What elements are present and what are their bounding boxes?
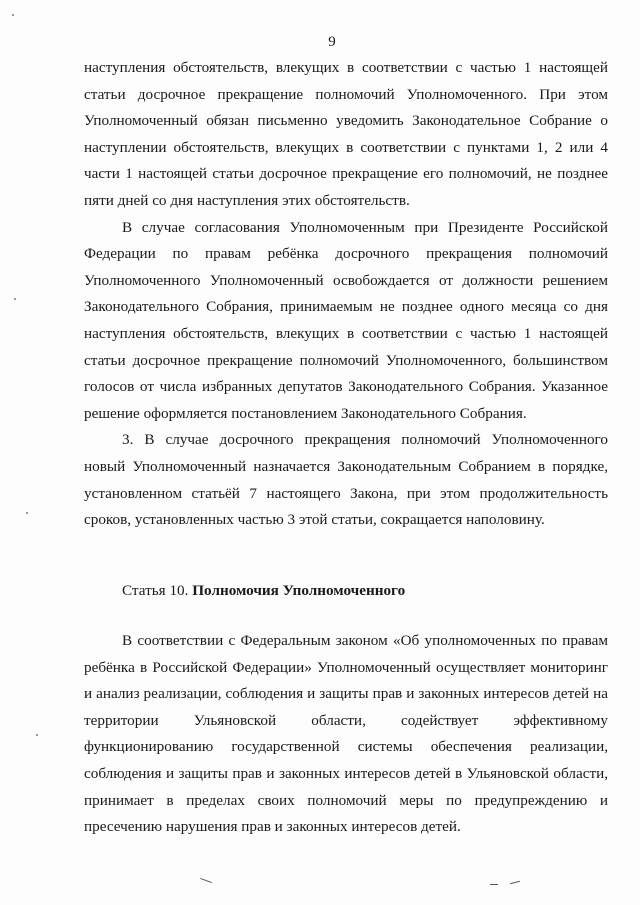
- article-number: Статья 10.: [122, 582, 193, 599]
- body-text-bottom: [84, 628, 608, 841]
- page-number: 9: [328, 34, 336, 50]
- paragraph: 3. В случае досрочного прекращения полномочий Уполномоченного новый Уполномоченный назначается Законодательным Собранием в порядке, установленном статьёй 7 настоящего Закона, при этом продолжительность сроков, установленных частью 3 этой статьи, сокращается наполовину.: [84, 431, 608, 529]
- paragraph: В соответствии с Федеральным законом «Об уполномоченных по правам ребёнка в Российской Федерации» Уполномоченный осуществляет мониторинг и анализ реализации, соблюдения и защиты прав и законных интересов детей на территории Ульяновской области, содействует эффективному функционированию государственной системы обеспечения реализации, соблюдения и защиты прав и законных интересов детей в Ульяновской области, принимает в пределах своих полномочий меры по предупреждению и пресечению нарушения прав и законных интересов детей.: [84, 632, 608, 836]
- paragraph: В случае согласования Уполномоченным при Президенте Российской Федерации по правам ребёнка досрочного прекращения полномочий Уполномоченного Уполномоченный освобождается от должности решением Законодательного Собрания, принимаемым не позднее одного месяца со дня наступления обстоятельств, влекущих в соответствии с частью 1 настоящей статьи досрочное прекращение полномочий Уполномоченного, большинством голосов от числа избранных депутатов Законодательного Собрания. Указанное решение оформляется постановлением Законодательного Собрания.: [84, 218, 608, 422]
- scan-speck: [26, 512, 28, 514]
- scan-speck: [200, 878, 212, 883]
- scan-speck: [510, 881, 520, 885]
- paragraph: наступления обстоятельств, влекущих в соответствии с частью 1 настоящей статьи досрочное прекращение полномочий Уполномоченного. При этом Уполномоченный обязан письменно уведомить Законодательное Собрание о наступлении обстоятельств, влекущих в соответствии с пунктами 1, 2 или 4 части 1 настоящей статьи досрочное прекращение его полномочий, не позднее пяти дней со дня наступления этих обстоятельств.: [84, 59, 608, 209]
- scan-speck: [490, 884, 498, 885]
- article-heading: [122, 578, 405, 604]
- scan-speck: [12, 14, 14, 16]
- scan-speck: [14, 298, 16, 300]
- scan-speck: [36, 734, 38, 736]
- article-title: Полномочия Уполномоченного: [192, 582, 406, 599]
- body-text-top: [84, 55, 608, 534]
